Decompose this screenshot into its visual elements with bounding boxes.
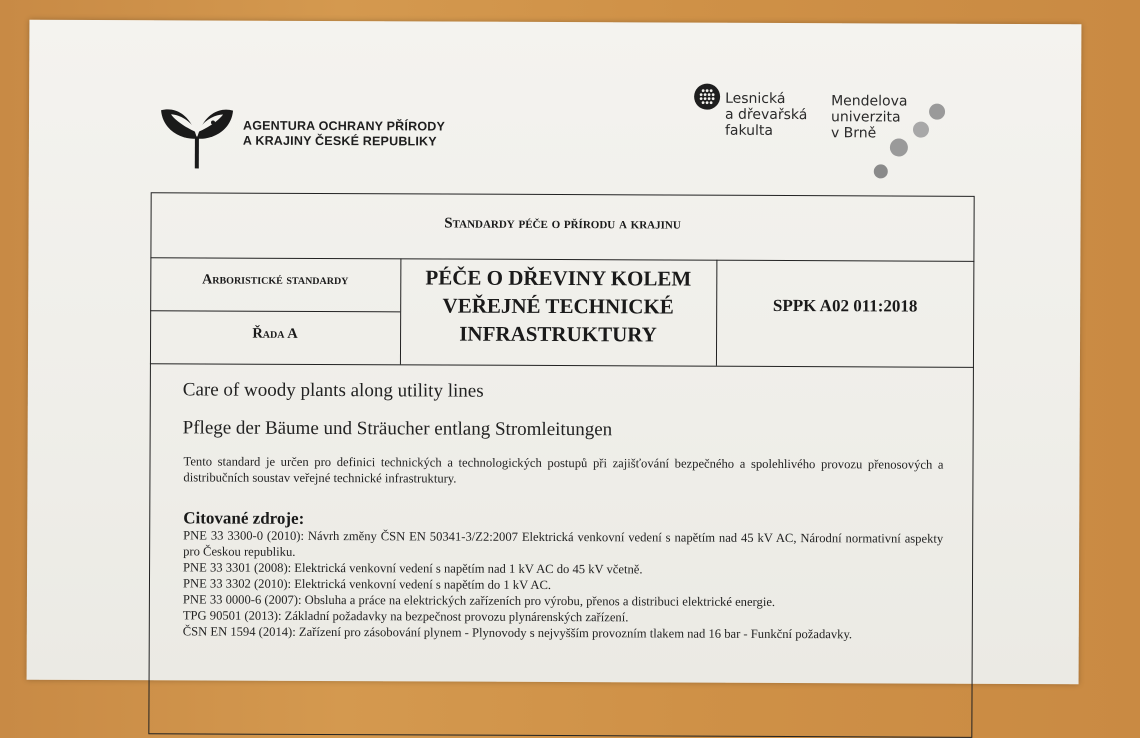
title-english: Care of woody plants along utility lines: [182, 379, 484, 402]
mendel-line3: v Brně: [830, 125, 877, 142]
standard-title: [400, 263, 716, 348]
reference-item: PNE 33 3301 (2008): Elektrická venkovní vedení s napětím nad 1 kV AC do 45 kV včetně.: [183, 560, 643, 577]
aopk-logo-icon: [157, 98, 237, 170]
references-list: [183, 527, 943, 642]
series-title: Standardy péče o přírodu a krajinu: [444, 215, 681, 233]
standard-category: Arboristické standardy: [202, 272, 349, 289]
aopk-name: [243, 119, 445, 150]
cited-sources-heading: Citované zdroje:: [183, 508, 305, 528]
mendel-line2: univerzita: [830, 109, 901, 126]
standard-series: Řada A: [252, 325, 298, 342]
reference-item: PNE 33 0000-6 (2007): Obsluha a práce na elektrických zařízeních pro výrobu, přenos a distribuci elektrické energie.: [182, 592, 776, 609]
reference-item: TPG 90501 (2013): Základní požadavky na bezpečnost provozu plynárenských zařízení.: [182, 608, 629, 625]
ldf-line1: Lesnická: [725, 90, 786, 108]
aopk-name-line2: A KRAJINY ČESKÉ REPUBLIKY: [242, 133, 437, 149]
aopk-name-line1: AGENTURA OCHRANY PŘÍRODY: [242, 118, 446, 134]
standard-title-line: PÉČE O DŘEVINY KOLEM: [425, 265, 692, 291]
ldf-name: [725, 91, 808, 139]
reference-item: PNE 33 3302 (2010): Elektrická venkovní vedení s napětím do 1 kV AC.: [182, 576, 552, 592]
ldf-line2: a dřevařská: [725, 106, 808, 124]
ldf-line3: fakulta: [724, 122, 774, 139]
mendel-logo-icon: [867, 95, 947, 185]
reference-item: PNE 33 3300-0 (2010): Návrh změny ČSN EN 50341-3/Z2:2007 Elektrická venkovní vedení s napětím nad 45 kV AC, Národní normativní aspekty pro Českou republiku.: [183, 528, 944, 559]
intro-paragraph: Tento standard je určen pro definici technických a technologických postupů při zajišťování bezpečného a spolehlivého provozu přenosových a distribučních soustav veřejné technické infrastruktury.: [183, 454, 944, 486]
standard-title-line: VEŘEJNÉ TECHNICKÉ: [442, 293, 674, 319]
standard-code: SPPK A02 011:2018: [772, 295, 918, 316]
mendel-line1: Mendelova: [831, 93, 908, 110]
standard-title-line: INFRASTRUKTURY: [459, 321, 657, 347]
ldf-logo-icon: [693, 83, 721, 111]
reference-item: ČSN EN 1594 (2014): Zařízení pro zásobování plynem - Plynovody s nejvyšším provozním tlakem nad 16 bar - Funkční požadavky.: [182, 624, 853, 642]
title-german: Pflege der Bäume und Sträucher entlang Stromleitungen: [182, 417, 613, 441]
document-page: [27, 20, 1082, 685]
